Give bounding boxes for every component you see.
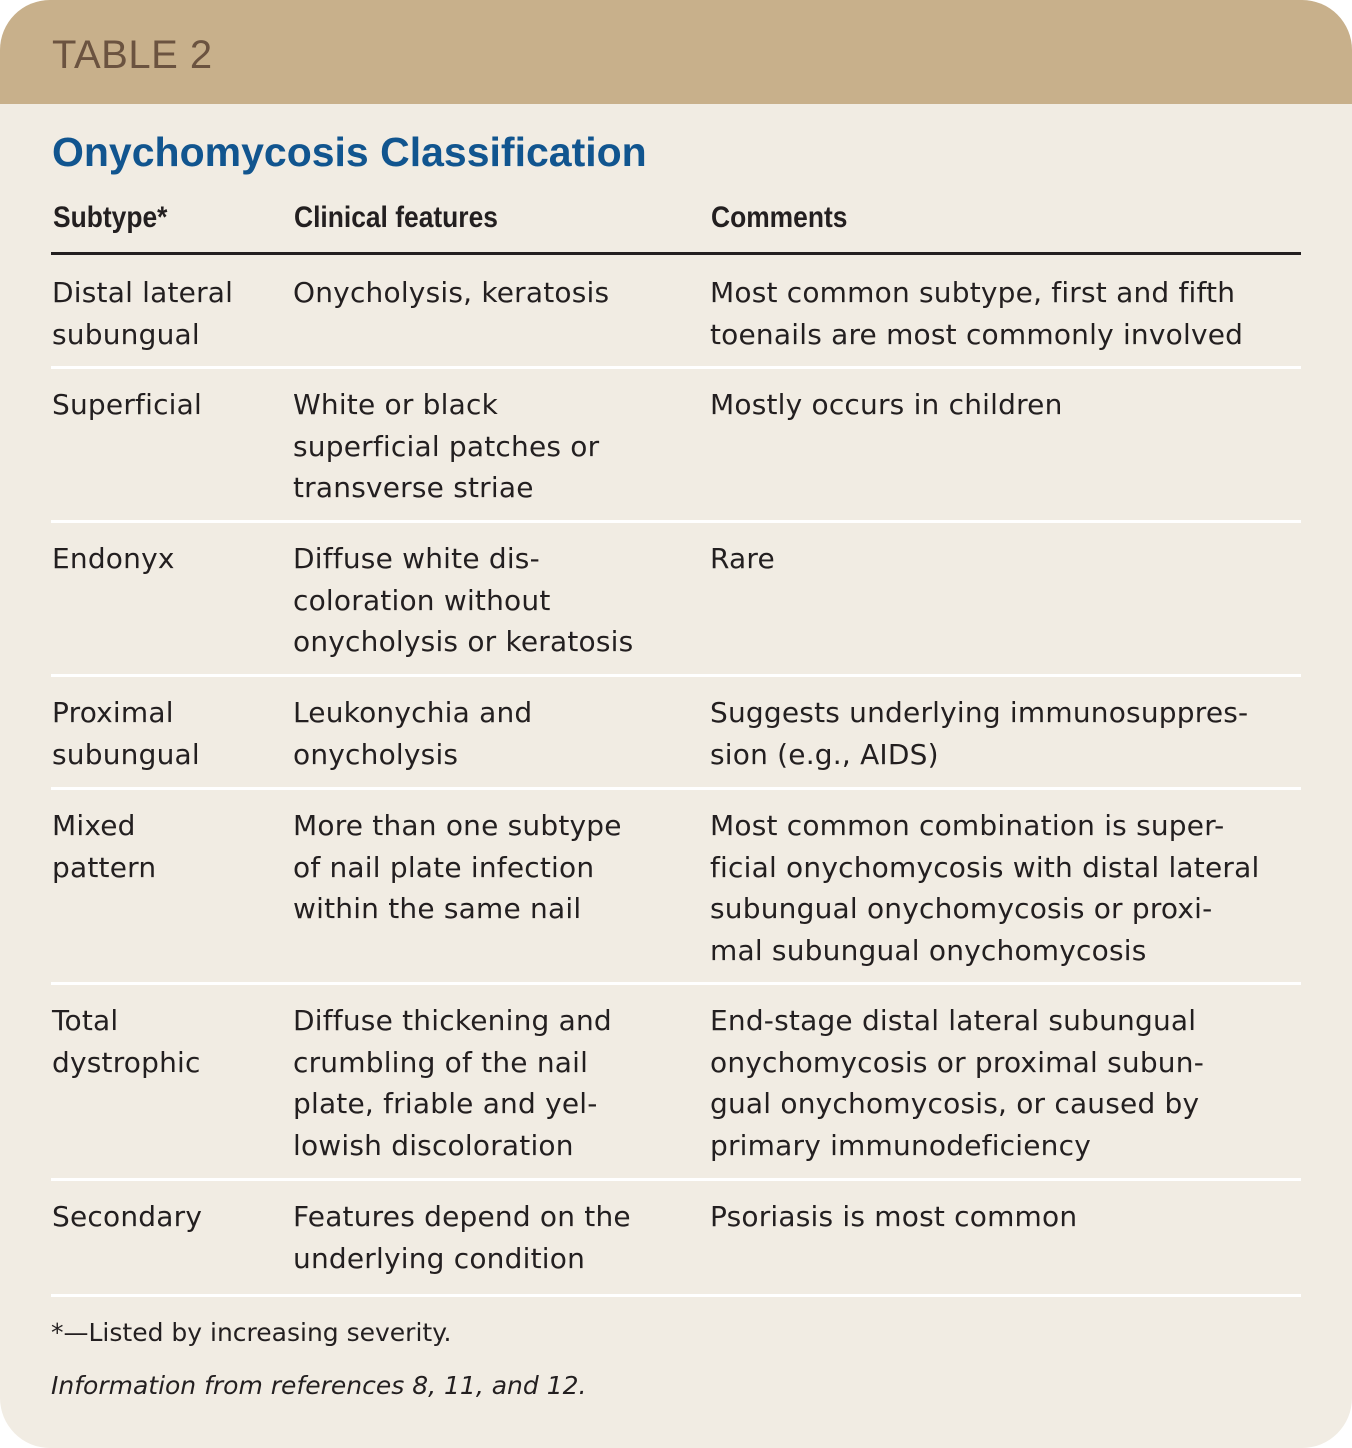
cell-line: toenails are most commonly involved [710,317,1244,351]
cell-subtype [52,272,233,355]
column-header-clinical-features: Clinical features [294,201,498,234]
cell-clinical-features [293,538,633,663]
cell-line: Mostly occurs in children [710,388,1063,421]
cell-comments [710,692,1248,775]
cell-subtype [52,692,200,775]
cell-clinical-features [293,805,622,930]
cell-comments [710,384,1063,426]
cell-subtype [52,538,175,580]
row-divider [51,366,1301,369]
cell-line: Superficial [52,388,202,421]
cell-line: mal subungual onychomycosis [710,933,1147,967]
cell-line: Rare [710,542,775,575]
cell-comments [710,272,1243,355]
cell-line: Secondary [52,1200,203,1233]
cell-line: transverse striae [293,471,534,504]
cell-line: End-stage distal lateral subungual [710,1004,1197,1037]
table-title: Onychomycosis Classification [52,129,647,175]
cell-line: subungual [52,737,200,771]
cell-line: White or black [293,388,498,421]
cell-subtype [52,1000,201,1083]
cell-line: Suggests underlying immunosuppres- [710,696,1249,729]
cell-line: Mixed [52,809,136,842]
row-divider [51,1178,1301,1181]
cell-line: crumbling of the nail [293,1045,589,1079]
cell-line: More than one subtype [293,809,622,842]
cell-line: superficial patches or [293,429,600,463]
cell-line: onychomycosis or proximal subun- [710,1045,1204,1079]
header-rule [51,252,1301,255]
cell-line: ficial onychomycosis with distal lateral [710,850,1260,884]
cell-line: Features depend on the [293,1200,631,1233]
cell-line: onycholysis [293,737,459,771]
cell-line: pattern [52,850,157,884]
cell-line: subungual [52,317,200,351]
cell-line: underlying condition [293,1241,586,1275]
cell-clinical-features [293,272,609,314]
cell-line: Endonyx [52,542,175,575]
cell-line: Onycholysis, keratosis [293,276,610,309]
cell-line: onycholysis or keratosis [293,625,634,658]
cell-comments [710,1000,1204,1166]
cell-line: Most common combination is super- [710,809,1225,842]
cell-line: gual onychomycosis, or caused by [710,1087,1200,1120]
cell-line: lowish discoloration [293,1128,574,1162]
cell-clinical-features [293,692,532,775]
cell-line: sion (e.g., AIDS) [710,737,939,771]
cell-subtype [52,1196,202,1238]
table-banner [0,0,1352,104]
row-divider [51,787,1301,790]
column-header-comments: Comments [711,201,848,234]
table-source-note: Information from references 8, 11, and 12. [51,1371,587,1400]
column-header-subtype: Subtype* [53,201,168,234]
cell-line: primary immunodeficiency [710,1128,1091,1162]
cell-subtype [52,384,202,426]
cell-line: subungual onychomycosis or proxi- [710,892,1213,925]
cell-line: plate, friable and yel- [293,1087,598,1120]
cell-line: Psoriasis is most common [710,1200,1078,1233]
cell-subtype [52,805,156,888]
row-divider [51,520,1301,523]
cell-line: Most common subtype, first and fifth [710,276,1236,309]
table-number-label: TABLE 2 [52,33,213,77]
table-footnote: *—Listed by increasing severity. [51,1318,452,1347]
cell-line: Diffuse white dis- [293,542,540,575]
cell-comments [710,805,1259,971]
cell-line: of nail plate infection [293,850,595,884]
cell-clinical-features [293,384,599,509]
row-divider [51,1294,1301,1297]
cell-line: Total [52,1004,119,1037]
cell-line: Leukonychia and [293,696,533,729]
cell-clinical-features [293,1196,631,1279]
row-divider [51,982,1301,985]
cell-line: dystrophic [52,1045,201,1079]
cell-line: Proximal [52,696,174,729]
cell-comments [710,538,775,580]
cell-line: Distal lateral [52,276,234,309]
row-divider [51,674,1301,677]
cell-clinical-features [293,1000,612,1166]
cell-line: Diffuse thickening and [293,1004,612,1037]
cell-line: within the same nail [293,892,582,925]
cell-line: coloration without [293,583,551,617]
cell-comments [710,1196,1077,1238]
